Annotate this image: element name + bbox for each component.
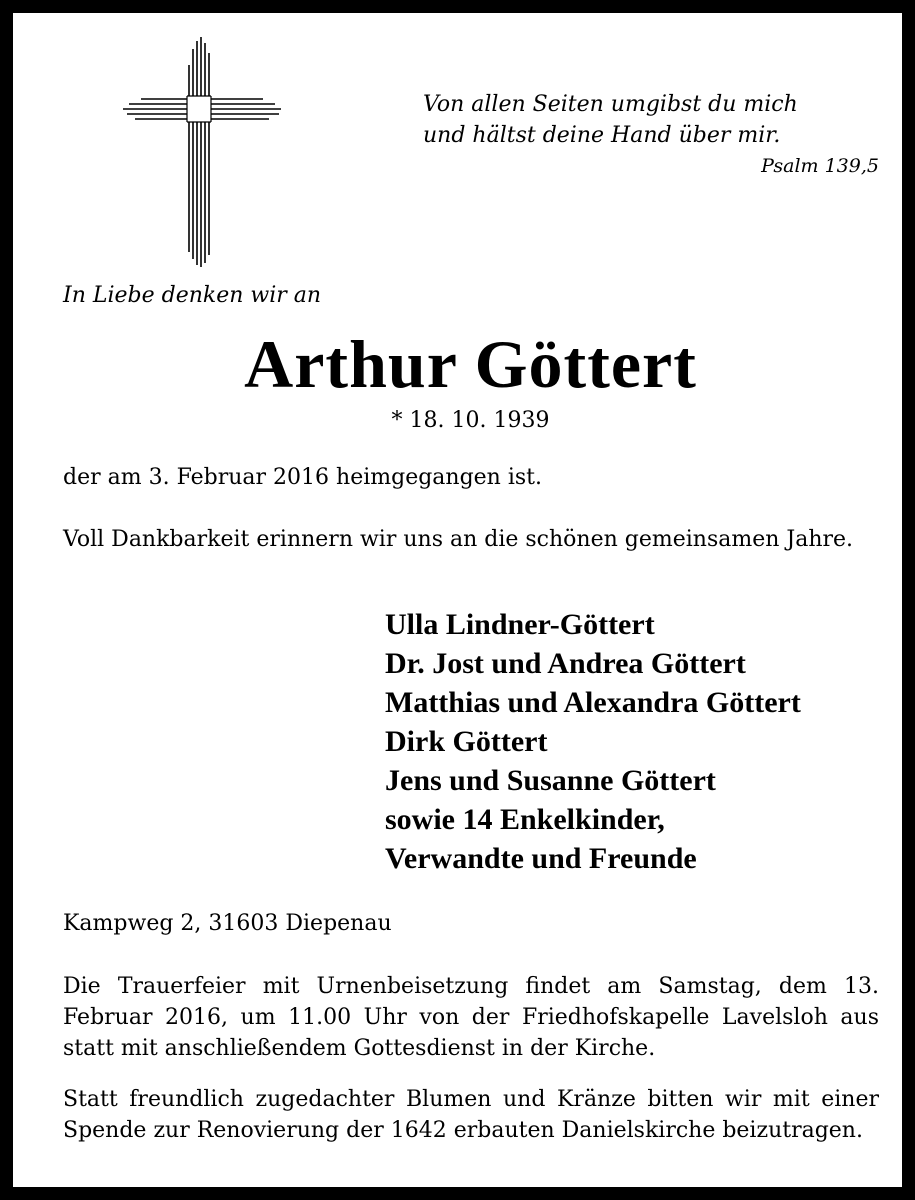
intro-text: In Liebe denken wir an <box>63 283 322 308</box>
funeral-details: Die Trauerfeier mit Urnenbeisetzung findet am Samstag, dem 13. Februar 2016, um 11.00 Uhr von der Friedhofskapelle Lavelsloh aus statt mit anschließendem Gottesdienst in der Kirche. <box>63 974 879 1061</box>
psalm-quote <box>423 89 879 179</box>
family-member: Matthias und Alexandra Göttert <box>385 686 801 719</box>
family-member: Verwandte und Freunde <box>385 842 697 875</box>
psalm-reference: Psalm 139,5 <box>761 155 879 177</box>
psalm-line-1: Von allen Seiten umgibst du mich <box>423 92 798 117</box>
family-member: Ulla Lindner-Göttert <box>385 608 655 641</box>
psalm-line-2: und hältst deine Hand über mir. <box>423 123 781 148</box>
family-list <box>385 605 801 878</box>
birth-date: * 18. 10. 1939 <box>391 408 550 433</box>
family-member: Jens und Susanne Göttert <box>385 764 716 797</box>
family-member: Dirk Göttert <box>385 725 548 758</box>
thanks-text: Voll Dankbarkeit erinnern wir uns an die schönen gemeinsamen Jahre. <box>63 527 854 552</box>
family-member: sowie 14 Enkelkinder, <box>385 803 665 836</box>
cross-icon <box>123 37 283 267</box>
family-member: Dr. Jost und Andrea Göttert <box>385 647 746 680</box>
death-notice: der am 3. Februar 2016 heimgegangen ist. <box>63 465 543 490</box>
address: Kampweg 2, 31603 Diepenau <box>63 911 392 936</box>
deceased-name: Arthur Göttert <box>244 326 697 402</box>
donation-request: Statt freundlich zugedachter Blumen und Kränze bitten wir mit einer Spende zur Renovierung der 1642 erbauten Danielskirche beizutragen. <box>63 1087 879 1143</box>
